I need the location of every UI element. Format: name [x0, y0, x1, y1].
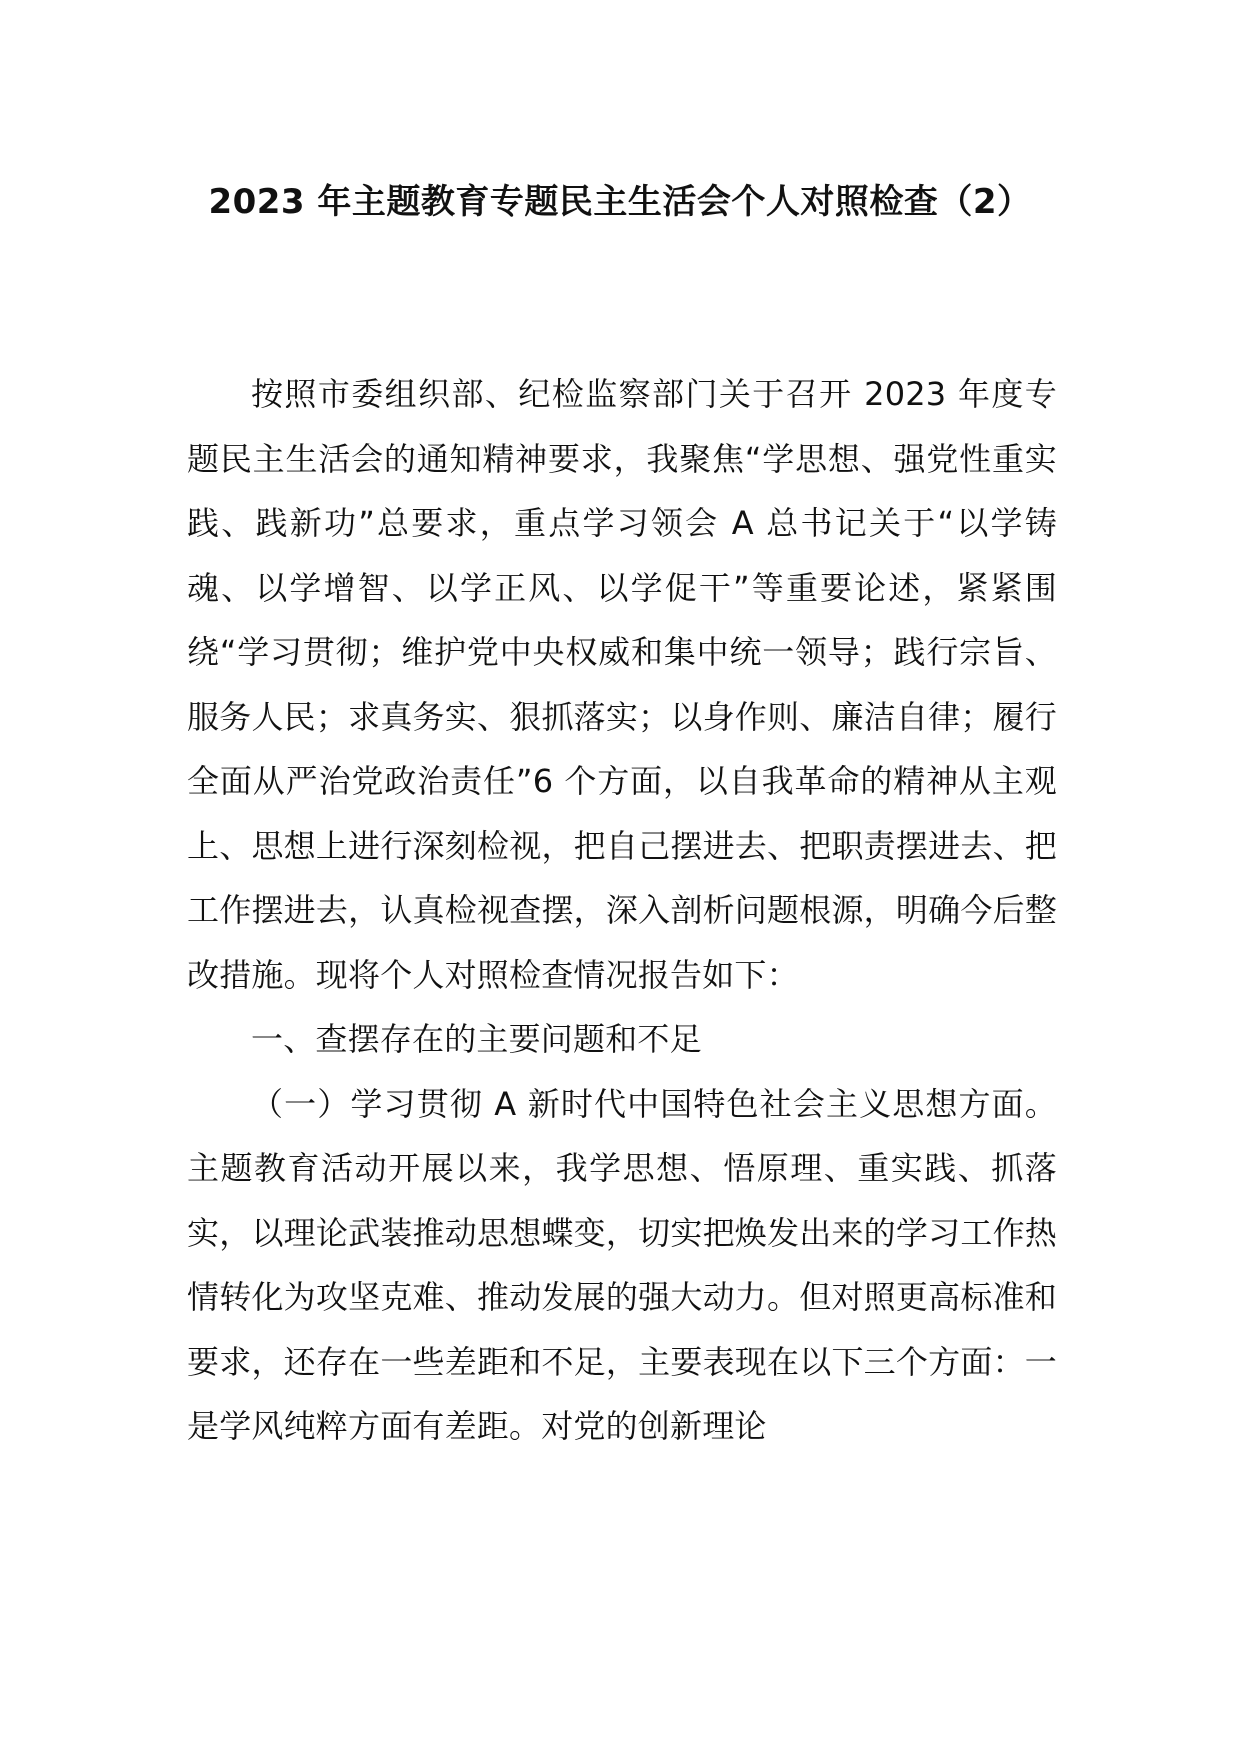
- document-title: 2023 年主题教育专题民主生活会个人对照检查（2）: [208, 182, 1032, 222]
- intro-paragraph: 按照市委组织部、纪检监察部门关于召开 2023 年度专题民主生活会的通知精神要求，我聚焦“学思想、强党性重实践、践新功”总要求，重点学习领会 A 总书记关于“以学铸魂、以学增智、以学正风、以学促干”等重要论述，紧紧围绕“学习贯彻；维护党中央权威和集中统一领导；践行宗旨、服务人民；求真务实、狠抓落实；以身作则、廉洁自律；履行全面从严治党政治责任”6 个方面，以自我革命的精神从主观上、思想上进行深刻检视，把自己摆进去、把职责摆进去、把工作摆进去，认真检视查摆，深入剖析问题根源，明确今后整改措施。现将个人对照检查情况报告如下：: [187, 375, 1057, 994]
- subsection-paragraph-1: （一）学习贯彻 A 新时代中国特色社会主义思想方面。主题教育活动开展以来，我学思想、悟原理、重实践、抓落实，以理论武装推动思想蝶变，切实把焕发出来的学习工作热情转化为攻坚克难、推动发展的强大动力。但对照更高标准和要求，还存在一些差距和不足，主要表现在以下三个方面：一是学风纯粹方面有差距。对党的创新理论: [187, 1084, 1057, 1445]
- section-heading-1: 一、查摆存在的主要问题和不足: [251, 1020, 702, 1058]
- document-body: [187, 362, 1057, 1459]
